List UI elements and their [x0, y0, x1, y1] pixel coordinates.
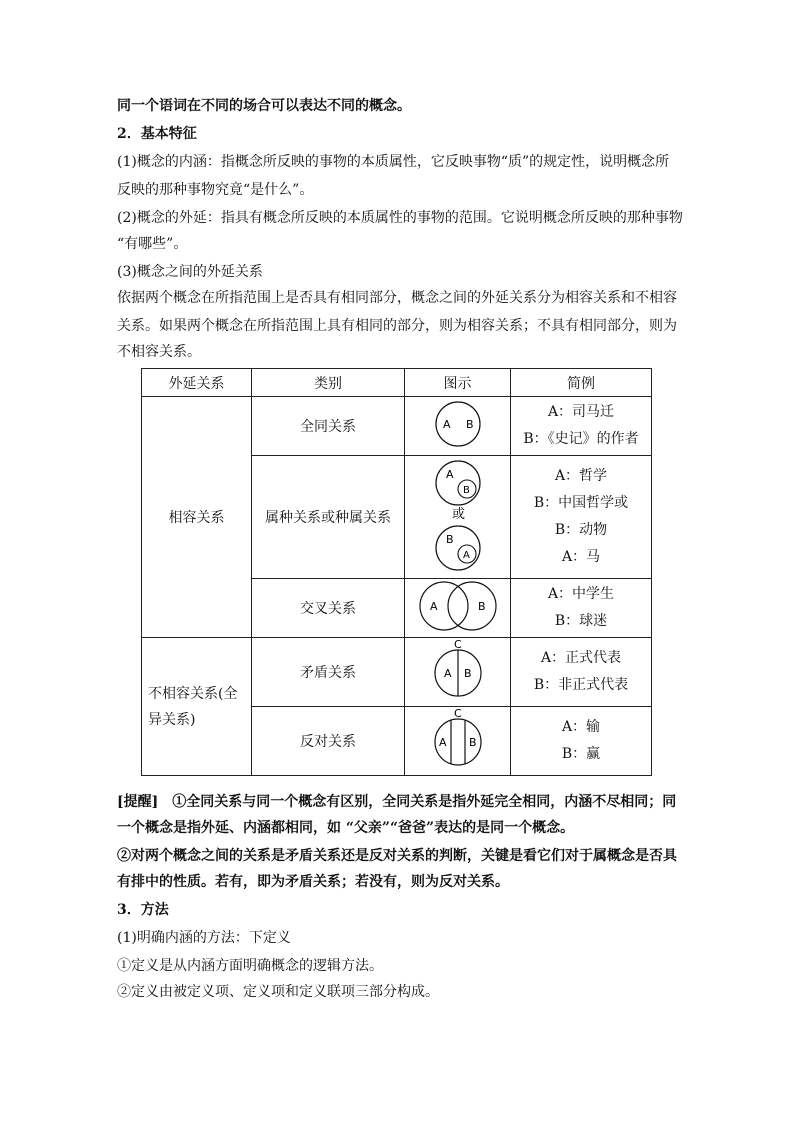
intension-line1: (1)概念的内涵：指概念所反映的事物的本质属性，它反映事物“质”的规定性，说明概念所 [117, 154, 670, 170]
relations-line2: 关系。如果两个概念在所指范围上具有相同的部分，则为相容关系；不具有相同部分，则为 [117, 318, 677, 334]
relations-line1: 依据两个概念在所指范围上是否具有相同部分，概念之间的外延关系分为相容关系和不相容 [117, 290, 677, 306]
svg-text:A: A [443, 667, 452, 680]
svg-text:B: B [463, 667, 472, 680]
svg-text:C: C [453, 707, 462, 720]
svg-text:B: B [465, 418, 474, 431]
diagram-genus-species [405, 456, 511, 579]
diagram-intersection [405, 579, 511, 638]
header-relation: 外延关系 [142, 369, 252, 397]
tip-line2: 一个概念是指外延、内涵都相同，如 “父亲”“爸爸”表达的是同一个概念。 [117, 820, 575, 836]
method-definition-title: (1)明确内涵的方法：下定义 [117, 930, 291, 946]
svg-text:或: 或 [451, 507, 465, 522]
group-compatible: 相容关系 [142, 397, 252, 638]
category-contradiction: 矛盾关系 [252, 638, 405, 707]
contradiction-diagram [406, 638, 510, 702]
category-genus-species: 属种关系或种属关系 [252, 456, 405, 579]
example-genus-species: A：哲学 B：中国哲学或 B：动物 A：马 [511, 456, 652, 579]
extension-line2: “有哪些”。 [117, 236, 188, 252]
svg-text:B: B [468, 736, 477, 749]
svg-text:A: A [445, 468, 454, 481]
group-incompatible: 不相容关系(全 异关系) [142, 638, 252, 776]
header-example: 简例 [511, 369, 652, 397]
identity-diagram [406, 397, 510, 451]
svg-text:B: B [445, 533, 454, 546]
category-contrary: 反对关系 [252, 707, 405, 776]
tip-line1: [提醒] ①全同关系与同一个概念有区别，全同关系是指外延完全相同，内涵不尽相同；同 [117, 794, 677, 810]
definition-point1: ①定义是从内涵方面明确概念的逻辑方法。 [117, 958, 383, 974]
relations-title: (3)概念之间的外延关系 [117, 264, 263, 280]
extension-line1: (2)概念的外延：指具有概念所反映的本质属性的事物的范围。它说明概念所反映的那种事物 [117, 210, 683, 226]
header-category: 类别 [252, 369, 405, 397]
definition-point2: ②定义由被定义项、定义项和定义联项三部分构成。 [117, 984, 439, 1000]
contrary-diagram [406, 707, 510, 771]
header-diagram: 图示 [405, 369, 511, 397]
table-row [142, 638, 652, 707]
table-header-row [142, 369, 652, 397]
example-contrary: A：输 B：赢 [511, 707, 652, 776]
svg-text:A: A [442, 418, 451, 431]
svg-text:B: B [462, 485, 470, 496]
category-intersection: 交叉关系 [252, 579, 405, 638]
diagram-contradiction [405, 638, 511, 707]
genus-species-diagram [406, 456, 510, 574]
tip-line4: 有排中的性质。若有，即为矛盾关系；若没有，则为反对关系。 [117, 874, 509, 890]
intro-line: 同一个语词在不同的场合可以表达不同的概念。 [117, 98, 411, 114]
diagram-identity [405, 397, 511, 456]
svg-text:A: A [438, 736, 447, 749]
intersection-diagram [406, 579, 510, 633]
category-identity: 全同关系 [252, 397, 405, 456]
example-contradiction: A：正式代表 B：非正式代表 [511, 638, 652, 707]
example-intersection: A：中学生 B：球迷 [511, 579, 652, 638]
section3-heading: 3．方法 [117, 902, 169, 918]
svg-text:A: A [462, 550, 470, 561]
extension-relations-table [141, 368, 652, 776]
diagram-contrary [405, 707, 511, 776]
intension-line2: 反映的那种事物究竟“是什么”。 [117, 182, 314, 198]
example-identity: A：司马迁 B：《史记》的作者 [511, 397, 652, 456]
tip-line3: ②对两个概念之间的关系是矛盾关系还是反对关系的判断，关键是看它们对于属概念是否具 [117, 848, 677, 864]
section2-heading: 2．基本特征 [117, 126, 197, 142]
relations-line3: 不相容关系。 [117, 344, 201, 360]
svg-text:B: B [477, 600, 486, 613]
table-row [142, 397, 652, 456]
svg-text:C: C [453, 638, 462, 651]
svg-text:A: A [429, 600, 438, 613]
